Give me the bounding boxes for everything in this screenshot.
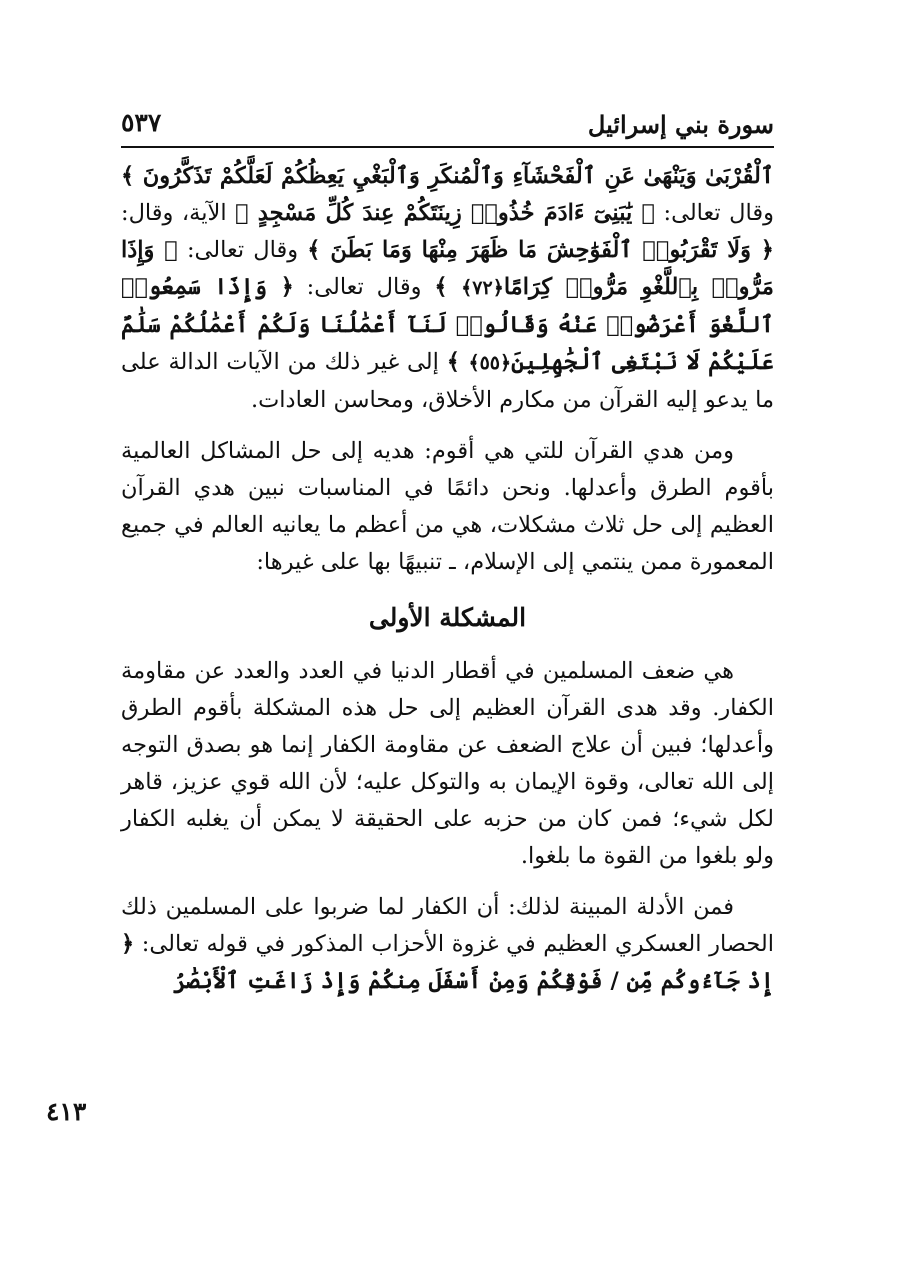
surah-title: سورة بني إسرائيل <box>587 110 774 139</box>
ayah-number-marker: ﴿٥٥﴾ <box>468 352 512 374</box>
quran-verse: ﴿ إِذْ جَآءُوكُم مِّن / فَوْقِكُمْ وَمِنْ أَسْفَلَ مِنكُمْ وَإِذْ زَاغَتِ ٱلْأَبْصَٰرُ <box>121 931 774 994</box>
body-text: وقال تعالى: <box>293 274 435 300</box>
quran-verse-closing: ﴾ <box>434 274 462 300</box>
quran-verse: ٱلْقُرْبَىٰ وَيَنْهَىٰ عَنِ ٱلْفَحْشَآءِ وَٱلْمُنكَرِ وَٱلْبَغْيِ يَعِظُكُمْ لَعَلَّكُمْ تَذَكَّرُونَ ﴾ <box>121 163 774 189</box>
body-text: فمن الأدلة المبينة لذلك: أن الكفار لما ضربوا على المسلمين ذلك الحصار العسكري العظيم في غزوة الأحزاب المذكور في قوله تعالى: <box>121 894 774 957</box>
body-text: إلى غير ذلك من الآيات الدالة على ما يدعو إليه القرآن من مكارم الأخلاق، ومحاسن العادات. <box>121 349 774 413</box>
paragraph-evidence <box>121 889 774 1000</box>
quran-verse-closing: ﴾ <box>446 349 469 375</box>
paragraph-guidance: ومن هدي القرآن للتي هي أقوم: هديه إلى حل المشاكل العالمية بأقوم الطرق وأعدلها. ونحن دائمًا في المناسبات نبين هدي القرآن العظيم إلى حل ثلاث مشكلات، هي من أعظم ما يعانيه العالم في جميع المعمورة ممن ينتمي إلى الإسلام، ـ تنبيهًا بها على غيرها: <box>121 438 774 575</box>
ayah-number-marker: ﴿٧٢﴾ <box>461 277 504 299</box>
paragraph-quran-verses <box>121 158 774 419</box>
quran-verse: ﴿ وَلَا تَقْرَبُوا۟ ٱلْفَوَٰحِشَ مَا ظَهَرَ مِنْهَا وَمَا بَطَنَ ﴾ <box>307 237 774 263</box>
body-text: الآية، وقال: <box>121 200 236 226</box>
page-number: ٥٣٧ <box>121 108 162 137</box>
margin-page-number: ٤١٣ <box>46 1097 87 1126</box>
section-heading: المشكلة الأولى <box>368 603 527 632</box>
page-header <box>121 104 774 148</box>
quran-verse: ﴿ يَٰبَنِىٓ ءَادَمَ خُذُوا۟ زِينَتَكُمْ عِندَ كُلِّ مَسْجِدٍ ﴾ <box>235 200 655 226</box>
page-body <box>121 158 774 1000</box>
quran-verse: ﴿ وَإِذَا مَرُّوا۟ بِٱللَّغْوِ مَرُّوا۟ كِرَامًا <box>121 237 774 300</box>
body-text: وقال تعالى: <box>654 200 774 226</box>
body-text: وقال تعالى: <box>177 237 308 263</box>
paragraph-first-problem: هي ضعف المسلمين في أقطار الدنيا في العدد والعدد عن مقاومة الكفار. وقد هدى القرآن العظيم إلى حل هذه المشكلة بأقوم الطرق وأعدلها؛ فبين أن علاج الضعف عن مقاومة الكفار إنما هو بصدق التوجه إلى الله تعالى، وقوة الإيمان به والتوكل عليه؛ لأن الله قوي عزيز، قاهر لكل شيء؛ فمن كان من حزبه على الحقيقة لا يمكن أن يغلبه الكفار ولو بلغوا من القوة ما بلغوا. <box>121 658 774 869</box>
quran-verse: ﴿ وَإِذَا سَمِعُوا۟ ٱللَّغْوَ أَعْرَضُوا۟ عَنْهُ وَقَالُوا۟ لَنَآ أَعْمَٰلُنَا وَلَكُمْ أَعْمَٰلُكُمْ سَلَٰمٌ عَلَيْكُمْ لَا نَبْتَغِى ٱلْجَٰهِلِينَ <box>121 274 774 375</box>
